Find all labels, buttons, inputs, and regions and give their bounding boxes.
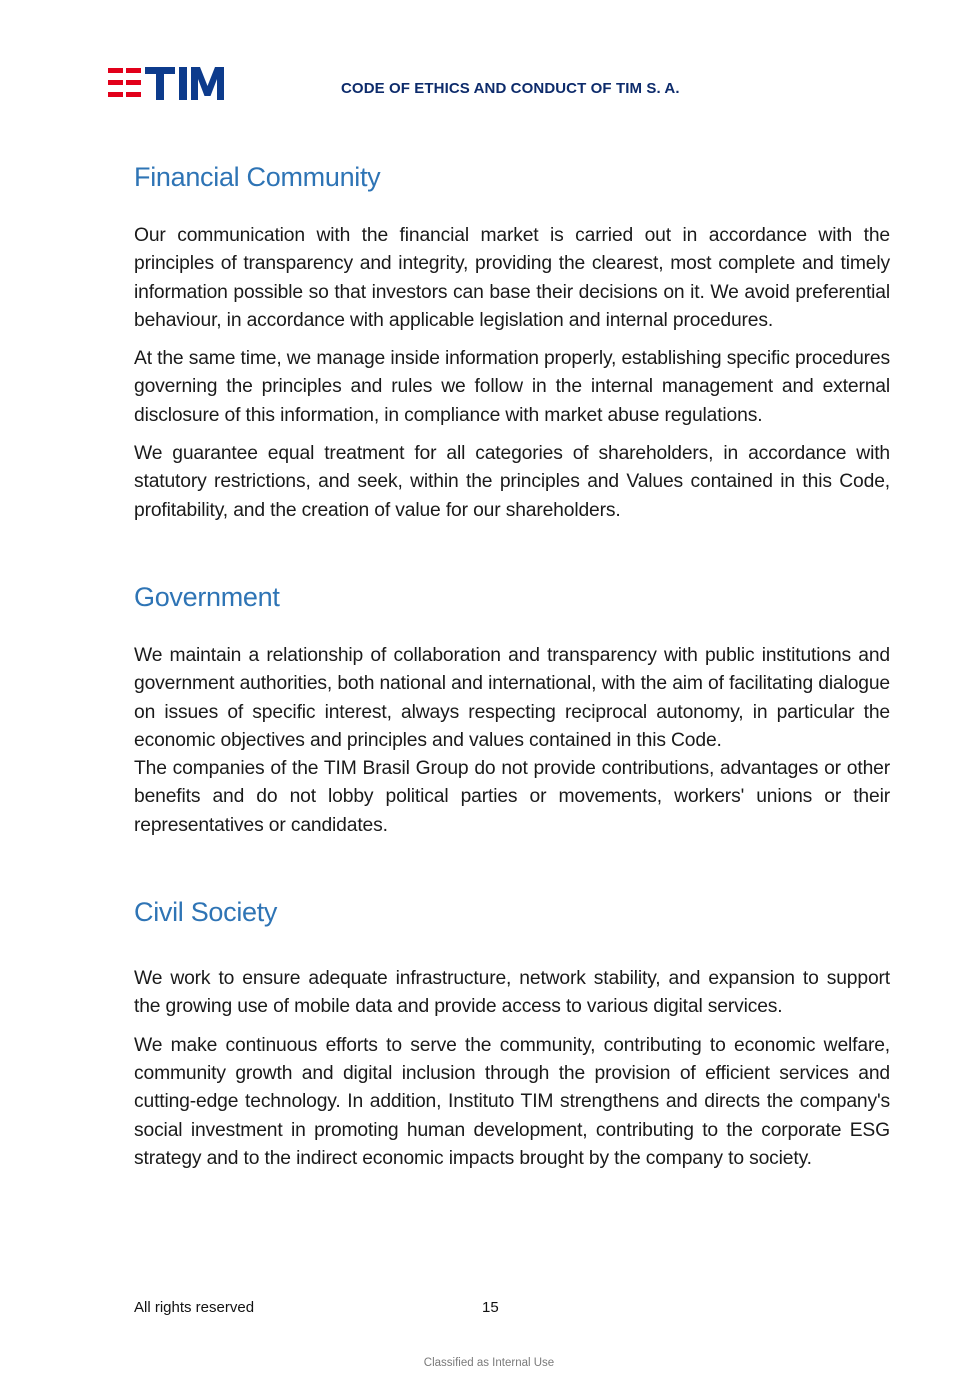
section-heading-civil-society: Civil Society xyxy=(134,897,278,928)
tim-logo xyxy=(108,66,228,102)
paragraph: We guarantee equal treatment for all categories of shareholders, in accordance with statutory restrictions, and seek, within the principles and Values contained in this Code, profitability, and the creation of value for our shareholders. xyxy=(134,443,890,521)
document-title: CODE OF ETHICS AND CONDUCT OF TIM S. A. xyxy=(341,80,680,97)
paragraph: At the same time, we manage inside information properly, establishing specific procedures governing the principles and rules we follow in the internal management and external disclosure of this information, in compliance with market abuse regulations. xyxy=(134,348,890,426)
footer-rights: All rights reserved xyxy=(134,1299,255,1316)
section-heading-government: Government xyxy=(134,581,280,612)
page-number: 15 xyxy=(482,1299,499,1316)
page-content xyxy=(134,158,890,1173)
paragraph: We make continuous efforts to serve the community, contributing to economic welfare, community growth and digital inclusion through the provision of efficient services and cutting-edge technology. In addition, Instituto TIM strengthens and directs the company's social investment in promoting human development, contributing to the corporate ESG strategy and to the indirect economic impacts brought by the company to society. xyxy=(134,1034,890,1169)
paragraph: The companies of the TIM Brasil Group do not provide contributions, advantages or other benefits and do not lobby political parties or movements, workers' unions or their representatives or candidates. xyxy=(134,758,890,836)
section-heading-financial-community: Financial Community xyxy=(134,162,381,192)
classification-label: Classified as Internal Use xyxy=(423,1357,555,1369)
paragraph: Our communication with the financial market is carried out in accordance with the principles of transparency and integrity, providing the clearest, most complete and timely information possible so that investors can base their decisions on it. We avoid preferential behaviour, in accordance with applicable legislation and internal procedures. xyxy=(134,225,890,331)
tim-logo-icon xyxy=(108,66,228,102)
paragraph: We maintain a relationship of collaboration and transparency with public institutions and government authorities, both national and international, with the aim of facilitating dialogue on issues of specific interest, always respecting reciprocal autonomy, in particular the economic objectives and principles and values contained in this Code. xyxy=(134,644,890,751)
page-header xyxy=(0,0,978,120)
paragraph: We work to ensure adequate infrastructure, network stability, and expansion to support the growing use of mobile data and provide access to various digital services. xyxy=(134,968,890,1018)
